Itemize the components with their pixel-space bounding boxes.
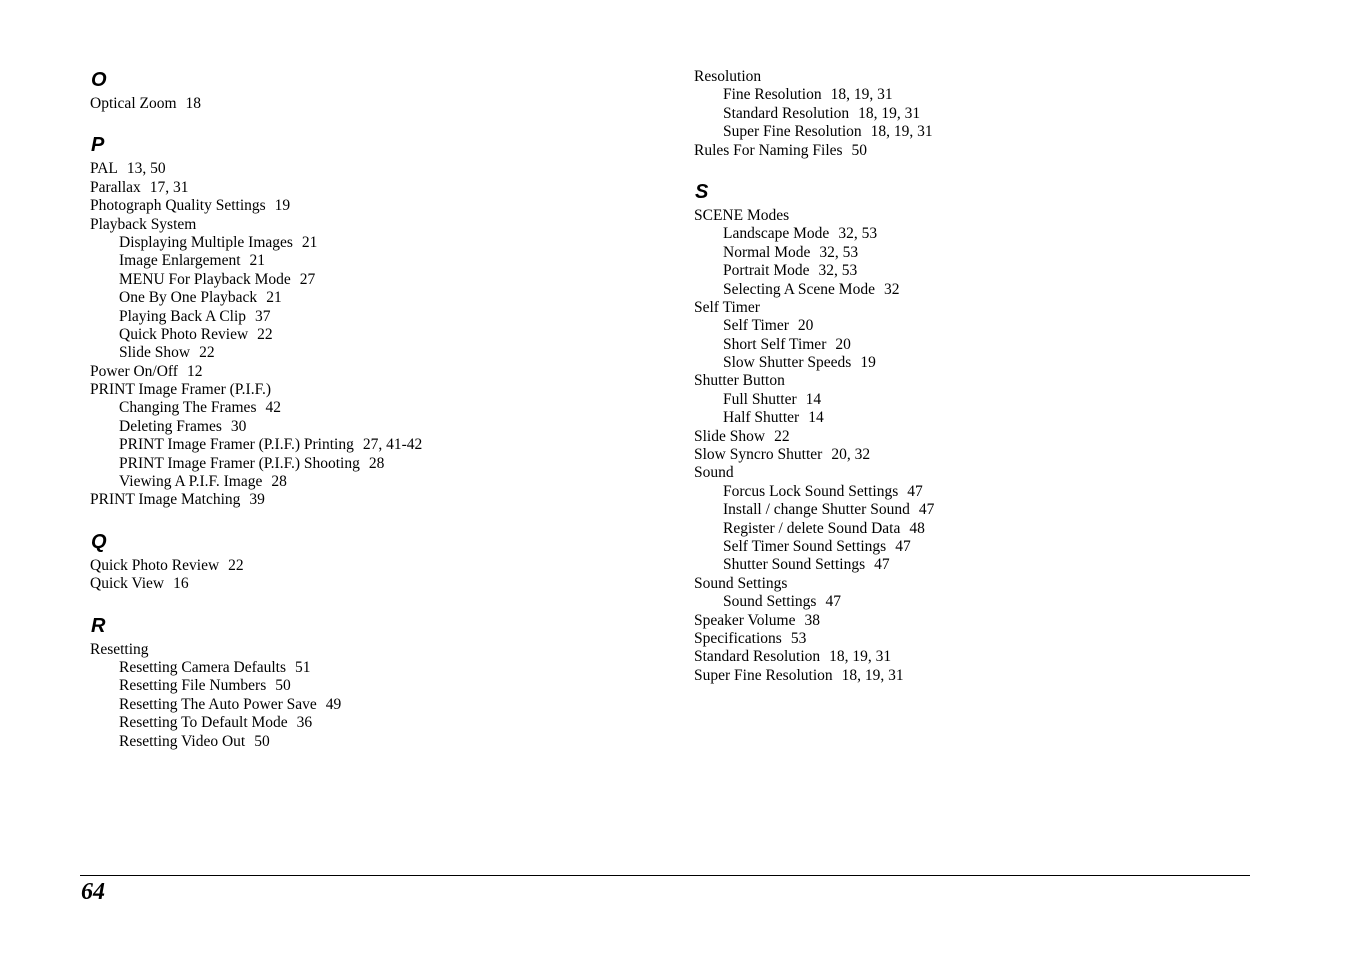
section-letter-heading: R bbox=[91, 614, 106, 637]
entry-page-numbers: 36 bbox=[296, 714, 313, 732]
index-entry bbox=[90, 491, 650, 509]
index-subentry bbox=[694, 225, 1294, 243]
index-subentry bbox=[694, 281, 1294, 299]
entry-label: Fine Resolution bbox=[723, 86, 822, 104]
index-subentry bbox=[694, 262, 1294, 280]
index-subentry bbox=[90, 289, 650, 307]
index-subentry bbox=[694, 556, 1294, 574]
index-section bbox=[694, 68, 1294, 160]
entry-label: Short Self Timer bbox=[723, 335, 827, 353]
index-entry bbox=[90, 363, 650, 381]
index-entry bbox=[90, 641, 650, 659]
entry-page-numbers: 28 bbox=[271, 473, 287, 491]
entry-page-numbers: 21 bbox=[266, 289, 282, 307]
index-entry bbox=[90, 197, 650, 215]
entry-label: Power On/Off bbox=[90, 362, 178, 380]
index-subentry bbox=[694, 409, 1294, 427]
index-section bbox=[90, 133, 650, 509]
entry-page-numbers: 50 bbox=[275, 677, 291, 695]
entry-label: Image Enlargement bbox=[119, 252, 241, 270]
entry-label: Quick Photo Review bbox=[119, 325, 249, 343]
index-entry bbox=[694, 446, 1294, 464]
entry-label: Resolution bbox=[694, 68, 762, 85]
index-subentry bbox=[90, 326, 650, 344]
entry-page-numbers: 28 bbox=[368, 454, 385, 472]
index-column-left bbox=[90, 62, 650, 751]
index-subentry bbox=[694, 391, 1294, 409]
entry-label: Half Shutter bbox=[723, 409, 800, 427]
index-subentry bbox=[90, 696, 650, 714]
entry-label: Standard Resolution bbox=[694, 648, 821, 666]
entry-page-numbers: 27 bbox=[299, 270, 316, 288]
entry-label: Full Shutter bbox=[723, 390, 797, 408]
index-subentry bbox=[694, 123, 1294, 141]
entry-label: PRINT Image Framer (P.I.F.) bbox=[90, 381, 272, 399]
entry-page-numbers: 32, 53 bbox=[819, 243, 859, 261]
index-entry bbox=[694, 464, 1294, 482]
index-subentry bbox=[90, 659, 650, 677]
index-section bbox=[694, 180, 1294, 685]
entry-page-numbers: 51 bbox=[295, 658, 311, 676]
index-subentry bbox=[694, 501, 1294, 519]
entry-page-numbers: 17, 31 bbox=[149, 178, 189, 196]
index-subentry bbox=[694, 354, 1294, 372]
index-subentry bbox=[90, 714, 650, 732]
index-entry-list bbox=[90, 557, 650, 594]
entry-label: Displaying Multiple Images bbox=[119, 233, 293, 251]
entry-label: Shutter Button bbox=[694, 372, 785, 390]
index-subentry bbox=[90, 473, 650, 491]
entry-label: Register / delete Sound Data bbox=[723, 519, 901, 537]
entry-page-numbers: 14 bbox=[808, 409, 824, 427]
entry-page-numbers: 18, 19, 31 bbox=[829, 648, 892, 666]
index-subentry bbox=[694, 593, 1294, 611]
index-subentry bbox=[90, 418, 650, 436]
entry-page-numbers: 16 bbox=[173, 575, 189, 593]
entry-label: Slow Syncro Shutter bbox=[694, 446, 823, 464]
entry-label: Super Fine Resolution bbox=[723, 123, 862, 141]
index-subentry bbox=[90, 436, 650, 454]
entry-page-numbers: 20 bbox=[835, 335, 851, 353]
section-letter-heading: S bbox=[695, 180, 709, 203]
entry-page-numbers: 47 bbox=[907, 482, 923, 500]
entry-label: Resetting To Default Mode bbox=[119, 714, 288, 732]
entry-label: Resetting Video Out bbox=[119, 732, 246, 750]
entry-page-numbers: 18, 19, 31 bbox=[858, 104, 921, 122]
entry-page-numbers: 50 bbox=[851, 141, 868, 159]
entry-page-numbers: 13, 50 bbox=[126, 160, 166, 178]
entry-label: Sound Settings bbox=[694, 574, 788, 592]
index-entry bbox=[694, 372, 1294, 390]
index-section bbox=[90, 68, 650, 113]
entry-page-numbers: 18, 19, 31 bbox=[870, 123, 933, 141]
index-subentry bbox=[694, 520, 1294, 538]
entry-label: SCENE Modes bbox=[694, 206, 790, 224]
index-entry bbox=[90, 381, 650, 399]
index-subentry bbox=[694, 244, 1294, 262]
entry-page-numbers: 50 bbox=[254, 732, 270, 750]
index-subentry bbox=[694, 317, 1294, 335]
entry-label: Self Timer bbox=[694, 298, 760, 316]
entry-page-numbers: 49 bbox=[325, 695, 342, 713]
index-subentry bbox=[90, 234, 650, 252]
index-subentry bbox=[90, 677, 650, 695]
entry-label: Sound Settings bbox=[723, 593, 817, 611]
entry-label: Changing The Frames bbox=[119, 399, 257, 417]
index-entry bbox=[90, 179, 650, 197]
entry-label: Parallax bbox=[90, 178, 141, 196]
index-entry-list bbox=[694, 68, 1294, 160]
entry-label: Self Timer Sound Settings bbox=[723, 537, 887, 555]
entry-page-numbers: 30 bbox=[230, 417, 247, 435]
entry-label: Portrait Mode bbox=[723, 262, 810, 280]
entry-label: Slow Shutter Speeds bbox=[723, 354, 852, 372]
index-subentry bbox=[694, 483, 1294, 501]
entry-label: Rules For Naming Files bbox=[694, 141, 843, 159]
index-entry-list bbox=[90, 641, 650, 751]
entry-label: Standard Resolution bbox=[723, 104, 850, 122]
entry-page-numbers: 22 bbox=[199, 344, 215, 362]
index-entry bbox=[694, 630, 1294, 648]
entry-label: MENU For Playback Mode bbox=[119, 270, 291, 288]
entry-label: Playing Back A Clip bbox=[119, 307, 247, 325]
entry-page-numbers: 22 bbox=[228, 556, 244, 574]
index-entry bbox=[694, 648, 1294, 666]
entry-label: Forcus Lock Sound Settings bbox=[723, 482, 899, 500]
entry-page-numbers: 53 bbox=[790, 629, 807, 647]
entry-page-numbers: 14 bbox=[805, 390, 822, 408]
entry-page-numbers: 42 bbox=[265, 399, 281, 417]
entry-label: Viewing A P.I.F. Image bbox=[119, 473, 263, 491]
index-subentry bbox=[90, 344, 650, 362]
entry-page-numbers: 38 bbox=[804, 611, 820, 629]
entry-page-numbers: 27, 41-42 bbox=[362, 436, 423, 454]
entry-label: Slide Show bbox=[119, 344, 191, 362]
entry-page-numbers: 48 bbox=[909, 519, 925, 537]
index-entry bbox=[694, 299, 1294, 317]
index-entry bbox=[90, 95, 650, 113]
entry-page-numbers: 47 bbox=[895, 537, 911, 555]
footer-rule bbox=[80, 875, 1250, 876]
entry-page-numbers: 22 bbox=[257, 325, 273, 343]
entry-label: Resetting File Numbers bbox=[119, 677, 267, 695]
index-subentry bbox=[90, 252, 650, 270]
entry-page-numbers: 47 bbox=[874, 556, 890, 574]
entry-label: Deleting Frames bbox=[119, 417, 222, 435]
entry-page-numbers: 32, 53 bbox=[838, 225, 878, 243]
entry-label: Sound bbox=[694, 464, 734, 482]
entry-label: Photograph Quality Settings bbox=[90, 197, 266, 215]
entry-page-numbers: 20, 32 bbox=[831, 446, 871, 464]
index-subentry bbox=[694, 86, 1294, 104]
index-entry bbox=[90, 160, 650, 178]
entry-page-numbers: 20 bbox=[797, 317, 814, 335]
entry-label: Quick View bbox=[90, 575, 165, 593]
entry-page-numbers: 18, 19, 31 bbox=[830, 86, 893, 104]
index-entry bbox=[694, 667, 1294, 685]
entry-label: Self Timer bbox=[723, 317, 789, 335]
index-column-right bbox=[694, 62, 1294, 685]
entry-page-numbers: 32 bbox=[883, 280, 900, 298]
entry-label: PRINT Image Framer (P.I.F.) Shooting bbox=[119, 454, 360, 472]
index-entry bbox=[694, 207, 1294, 225]
entry-page-numbers: 47 bbox=[825, 593, 841, 611]
index-subentry bbox=[90, 733, 650, 751]
section-letter-heading: P bbox=[91, 134, 105, 157]
entry-label: Quick Photo Review bbox=[90, 556, 220, 574]
index-entry-list bbox=[694, 207, 1294, 685]
index-entry bbox=[694, 428, 1294, 446]
entry-label: Speaker Volume bbox=[694, 611, 796, 629]
index-subentry bbox=[694, 105, 1294, 123]
entry-page-numbers: 18, 19, 31 bbox=[841, 666, 904, 684]
entry-page-numbers: 39 bbox=[249, 491, 265, 509]
index-section bbox=[90, 614, 650, 751]
entry-label: PAL bbox=[90, 160, 118, 178]
entry-page-numbers: 22 bbox=[774, 427, 790, 445]
entry-label: Install / change Shutter Sound bbox=[723, 501, 910, 519]
index-subentry bbox=[90, 308, 650, 326]
entry-label: Resetting Camera Defaults bbox=[119, 658, 287, 676]
index-entry bbox=[694, 612, 1294, 630]
entry-label: PRINT Image Matching bbox=[90, 491, 241, 509]
entry-page-numbers: 21 bbox=[301, 233, 318, 251]
index-subentry bbox=[694, 538, 1294, 556]
entry-page-numbers: 32, 53 bbox=[818, 262, 858, 280]
index-entry-list bbox=[90, 160, 650, 509]
index-section bbox=[90, 530, 650, 594]
index-entry bbox=[90, 216, 650, 234]
entry-label: Slide Show bbox=[694, 427, 766, 445]
entry-label: Shutter Sound Settings bbox=[723, 556, 866, 574]
entry-label: Resetting bbox=[90, 640, 149, 658]
section-letter-heading: Q bbox=[91, 530, 107, 553]
index-entry bbox=[90, 557, 650, 575]
index-subentry bbox=[90, 271, 650, 289]
index-entry-list bbox=[90, 95, 650, 113]
index-entry bbox=[694, 142, 1294, 160]
index-subentry bbox=[90, 455, 650, 473]
page-number: 64 bbox=[81, 879, 105, 905]
index-subentry bbox=[90, 399, 650, 417]
index-subentry bbox=[694, 336, 1294, 354]
entry-label: Normal Mode bbox=[723, 243, 811, 261]
index-entry bbox=[90, 575, 650, 593]
entry-page-numbers: 19 bbox=[860, 354, 876, 372]
index-entry bbox=[694, 68, 1294, 86]
entry-label: Specifications bbox=[694, 629, 782, 647]
entry-label: Selecting A Scene Mode bbox=[723, 280, 875, 298]
entry-label: Optical Zoom bbox=[90, 95, 177, 112]
entry-label: One By One Playback bbox=[119, 289, 258, 307]
entry-page-numbers: 47 bbox=[918, 501, 935, 519]
entry-label: Playback System bbox=[90, 215, 197, 233]
entry-page-numbers: 19 bbox=[274, 197, 291, 215]
entry-page-numbers: 12 bbox=[186, 362, 203, 380]
entry-label: PRINT Image Framer (P.I.F.) Printing bbox=[119, 436, 354, 454]
index-entry bbox=[694, 575, 1294, 593]
entry-page-numbers: 37 bbox=[255, 307, 271, 325]
section-letter-heading: O bbox=[91, 69, 107, 91]
entry-label: Resetting The Auto Power Save bbox=[119, 695, 317, 713]
entry-page-numbers: 18 bbox=[185, 95, 202, 112]
entry-label: Landscape Mode bbox=[723, 225, 830, 243]
entry-label: Super Fine Resolution bbox=[694, 666, 833, 684]
entry-page-numbers: 21 bbox=[249, 252, 266, 270]
